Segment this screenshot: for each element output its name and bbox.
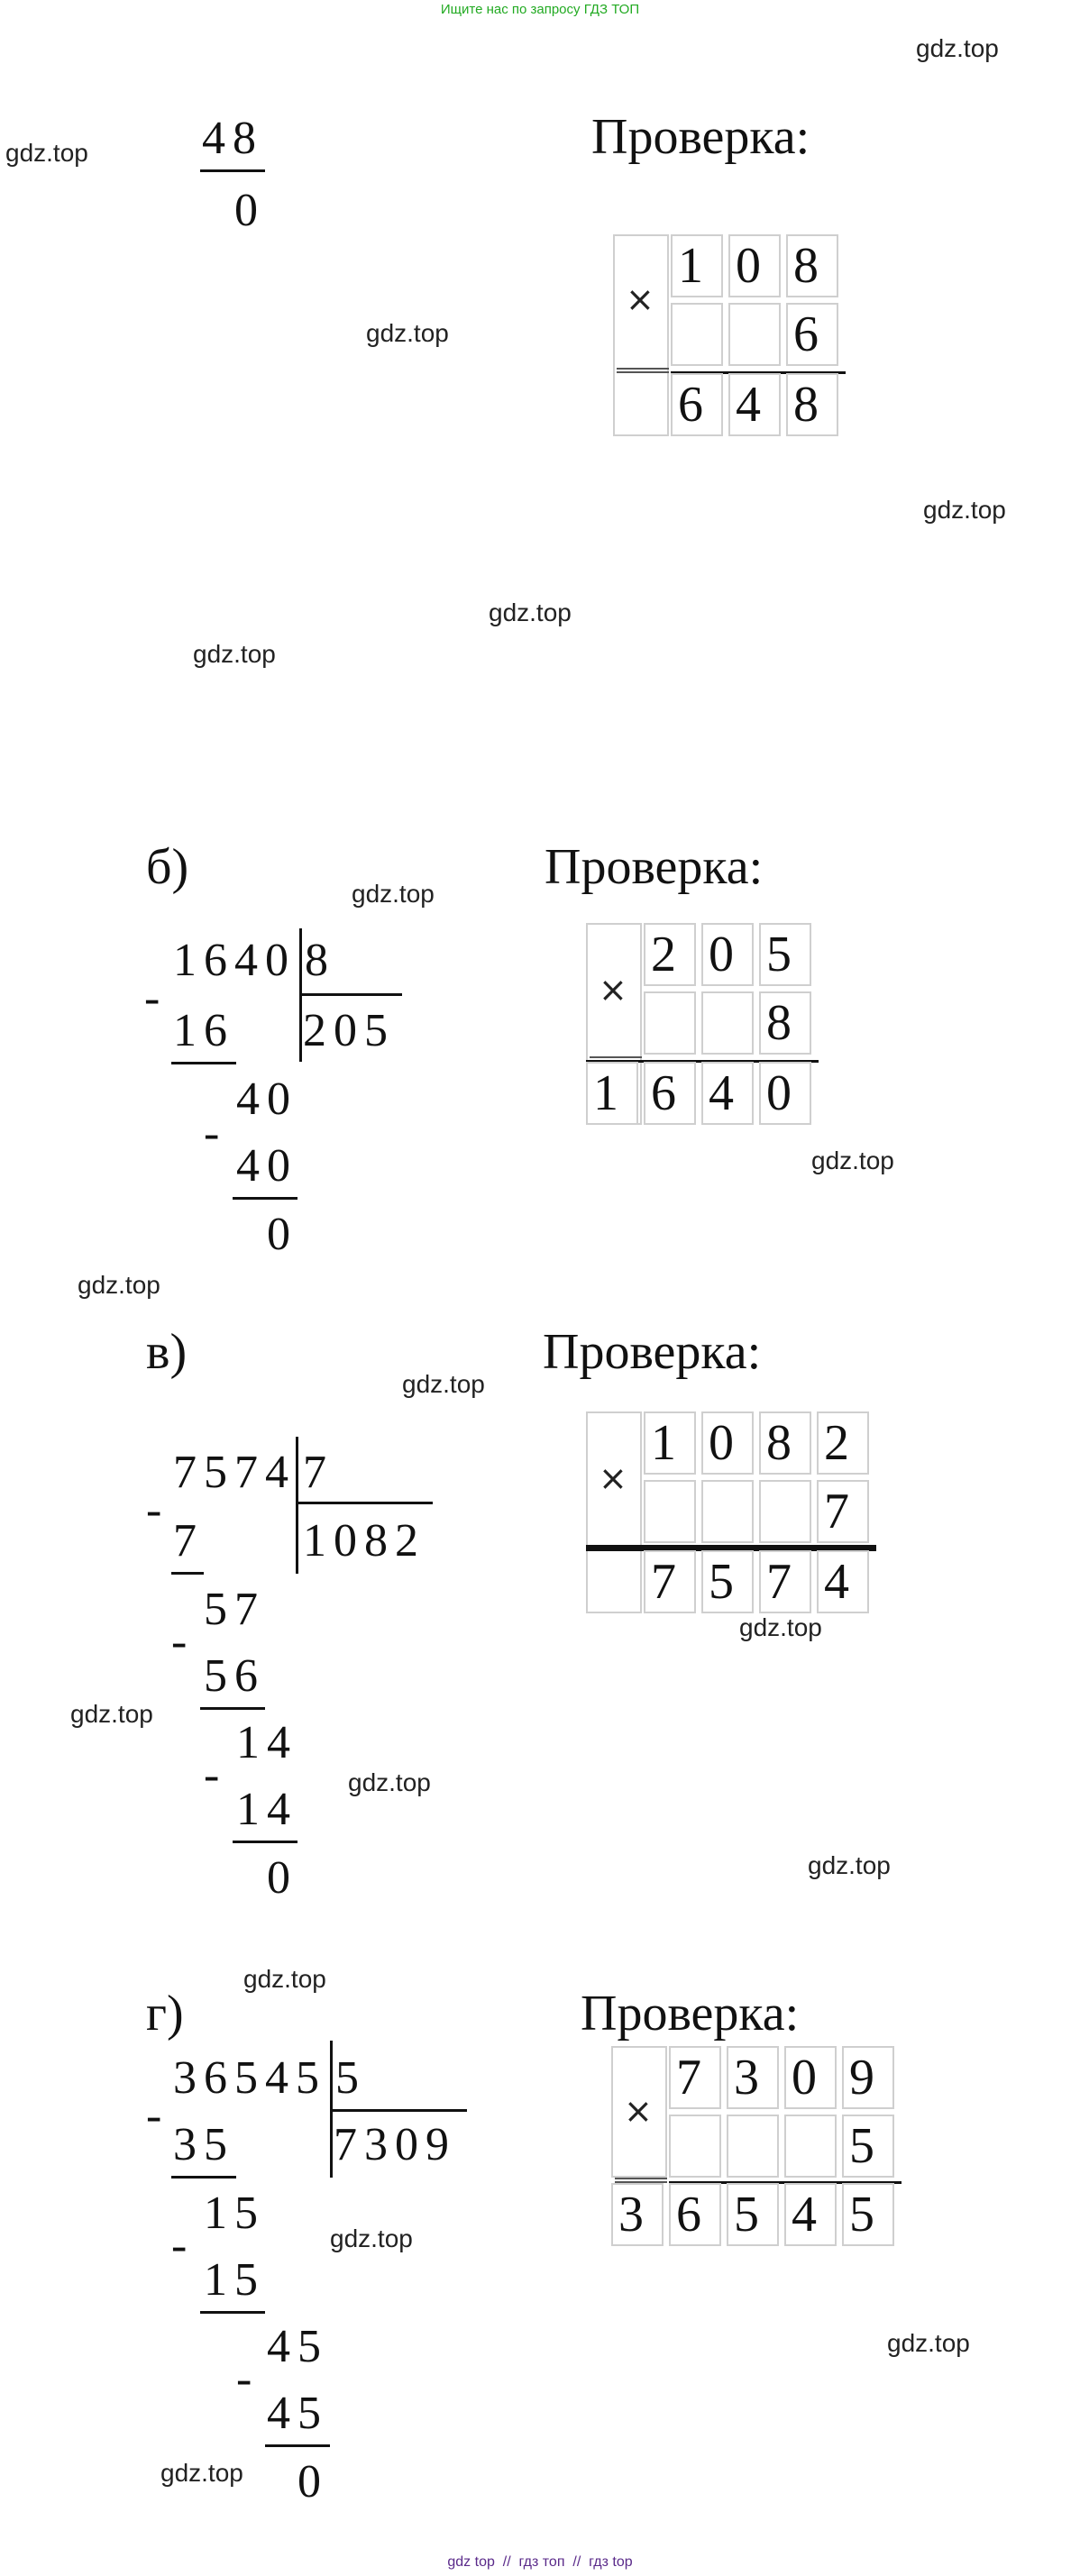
multiply-icon: × xyxy=(626,279,654,319)
digit-cell: 7 xyxy=(817,1480,869,1543)
division-step: 14 xyxy=(236,1717,297,1768)
division-step: 40 xyxy=(236,1140,297,1192)
subtraction-line xyxy=(233,1197,297,1200)
division-step: 48 xyxy=(202,113,263,164)
digit-cell: 8 xyxy=(759,1411,811,1475)
quotient-line xyxy=(299,993,402,996)
watermark: gdz.top xyxy=(366,319,449,347)
digit-cell: 3 xyxy=(727,2046,779,2109)
subtraction-line xyxy=(171,1062,236,1064)
digit-cell: 5 xyxy=(759,923,811,986)
digit-cell: 8 xyxy=(759,991,811,1055)
division-step: 15 xyxy=(204,2188,265,2239)
check-heading: Проверка: xyxy=(545,839,764,895)
digit-cell: 0 xyxy=(701,923,754,986)
footer-links[interactable]: gdz top // гдз топ // гдз top xyxy=(447,2554,633,2570)
subtraction-line xyxy=(233,1841,297,1843)
subtraction-line xyxy=(171,2176,236,2179)
digit-cell xyxy=(644,1480,696,1543)
digit-cell: 2 xyxy=(817,1411,869,1475)
watermark: gdz.top xyxy=(923,496,1006,524)
digit-cell: 6 xyxy=(669,2183,721,2246)
division-step: 40 xyxy=(236,1073,297,1125)
minus-sign: - xyxy=(171,2220,188,2271)
digit-cell xyxy=(701,1480,754,1543)
subtraction-line xyxy=(200,1707,265,1710)
quotient-line xyxy=(296,1502,433,1504)
digit-cell: 4 xyxy=(701,1062,754,1125)
check-heading: Проверка: xyxy=(543,1324,762,1380)
digit-cell: 3 xyxy=(611,2183,664,2246)
watermark: gdz.top xyxy=(808,1851,891,1879)
watermark: gdz.top xyxy=(348,1768,431,1796)
digit-cell: 7 xyxy=(669,2046,721,2109)
multiply-icon: × xyxy=(599,970,627,1009)
digit-cell xyxy=(669,2115,721,2178)
double-line xyxy=(617,368,669,373)
watermark: gdz.top xyxy=(330,2224,413,2252)
part-label: б) xyxy=(146,839,189,895)
check-heading: Проверка: xyxy=(591,109,810,165)
digit-cell xyxy=(701,991,754,1055)
digit-cell: 0 xyxy=(759,1062,811,1125)
minus-sign: - xyxy=(146,2090,162,2142)
multiply-icon: × xyxy=(624,2091,653,2131)
watermark: gdz.top xyxy=(739,1613,822,1641)
minus-sign: - xyxy=(204,1749,220,1801)
watermark: gdz.top xyxy=(811,1146,894,1174)
divisor: 8 xyxy=(305,935,335,986)
divisor: 7 xyxy=(303,1447,334,1498)
subtraction-line xyxy=(200,169,265,172)
division-step: 14 xyxy=(236,1784,297,1835)
division-remainder: 0 xyxy=(234,185,265,236)
digit-cell: 6 xyxy=(644,1062,696,1125)
digit-cell: 5 xyxy=(701,1550,754,1613)
dividend: 36545 xyxy=(173,2052,326,2104)
multiply-sign-cell xyxy=(586,1411,642,1613)
minus-sign: - xyxy=(204,1108,220,1159)
subtraction-line xyxy=(171,1572,204,1575)
watermark: gdz.top xyxy=(887,2329,970,2357)
digit-cell: 1 xyxy=(586,1062,638,1125)
part-label: в) xyxy=(146,1324,188,1380)
quotient: 205 xyxy=(303,1005,395,1056)
multiply-icon: × xyxy=(599,1458,627,1498)
digit-cell xyxy=(727,2115,779,2178)
watermark: gdz.top xyxy=(193,640,276,668)
dividend: 1640 xyxy=(173,935,296,986)
quotient: 7309 xyxy=(334,2119,456,2170)
digit-cell: 2 xyxy=(644,923,696,986)
division-remainder: 0 xyxy=(297,2456,328,2507)
division-step: 57 xyxy=(204,1584,265,1635)
digit-cell xyxy=(784,2115,837,2178)
quotient: 1082 xyxy=(303,1515,426,1567)
digit-cell xyxy=(728,303,781,366)
minus-sign: - xyxy=(146,1484,162,1536)
digit-cell: 8 xyxy=(786,373,838,436)
watermark: gdz.top xyxy=(489,598,572,626)
digit-cell: 6 xyxy=(786,303,838,366)
dividend: 7574 xyxy=(173,1447,296,1498)
digit-cell: 4 xyxy=(784,2183,837,2246)
minus-sign: - xyxy=(236,2353,252,2405)
division-step: 56 xyxy=(204,1650,265,1702)
digit-cell: 9 xyxy=(842,2046,894,2109)
watermark: gdz.top xyxy=(5,139,88,167)
minus-sign: - xyxy=(171,1616,188,1667)
digit-cell: 0 xyxy=(784,2046,837,2109)
watermark: gdz.top xyxy=(352,880,435,908)
digit-cell xyxy=(671,303,723,366)
part-label: г) xyxy=(146,1986,184,2042)
division-bar xyxy=(296,1437,298,1574)
digit-cell: 5 xyxy=(727,2183,779,2246)
quotient-line xyxy=(330,2109,467,2112)
digit-cell: 6 xyxy=(671,373,723,436)
digit-cell: 4 xyxy=(728,373,781,436)
division-remainder: 0 xyxy=(267,1209,297,1260)
watermark: gdz.top xyxy=(160,2459,243,2487)
watermark: gdz.top xyxy=(78,1271,160,1299)
division-step: 16 xyxy=(173,1005,234,1056)
division-step: 35 xyxy=(173,2119,234,2170)
division-step: 45 xyxy=(267,2321,328,2372)
watermark: gdz.top xyxy=(70,1700,153,1728)
digit-cell: 0 xyxy=(728,234,781,297)
digit-cell xyxy=(644,991,696,1055)
division-step: 45 xyxy=(267,2388,328,2439)
digit-cell: 1 xyxy=(671,234,723,297)
digit-cell: 1 xyxy=(644,1411,696,1475)
digit-cell: 8 xyxy=(786,234,838,297)
division-remainder: 0 xyxy=(267,1852,297,1904)
check-heading: Проверка: xyxy=(581,1986,800,2042)
division-step: 7 xyxy=(173,1515,204,1567)
watermark: gdz.top xyxy=(243,1965,326,1993)
digit-cell: 5 xyxy=(842,2183,894,2246)
digit-cell: 7 xyxy=(644,1550,696,1613)
digit-cell: 0 xyxy=(701,1411,754,1475)
watermark: gdz.top xyxy=(402,1370,485,1398)
watermark: gdz.top xyxy=(916,34,999,62)
subtraction-line xyxy=(265,2444,330,2447)
multiply-sign-cell xyxy=(613,234,669,436)
subtraction-line xyxy=(200,2311,265,2314)
digit-cell: 5 xyxy=(842,2115,894,2178)
division-step: 15 xyxy=(204,2254,265,2306)
digit-cell xyxy=(759,1480,811,1543)
divisor: 5 xyxy=(335,2052,366,2104)
search-hint: Ищите нас по запросу ГДЗ ТОП xyxy=(440,2,640,17)
minus-sign: - xyxy=(144,973,160,1024)
digit-cell: 7 xyxy=(759,1550,811,1613)
digit-cell: 4 xyxy=(817,1550,869,1613)
